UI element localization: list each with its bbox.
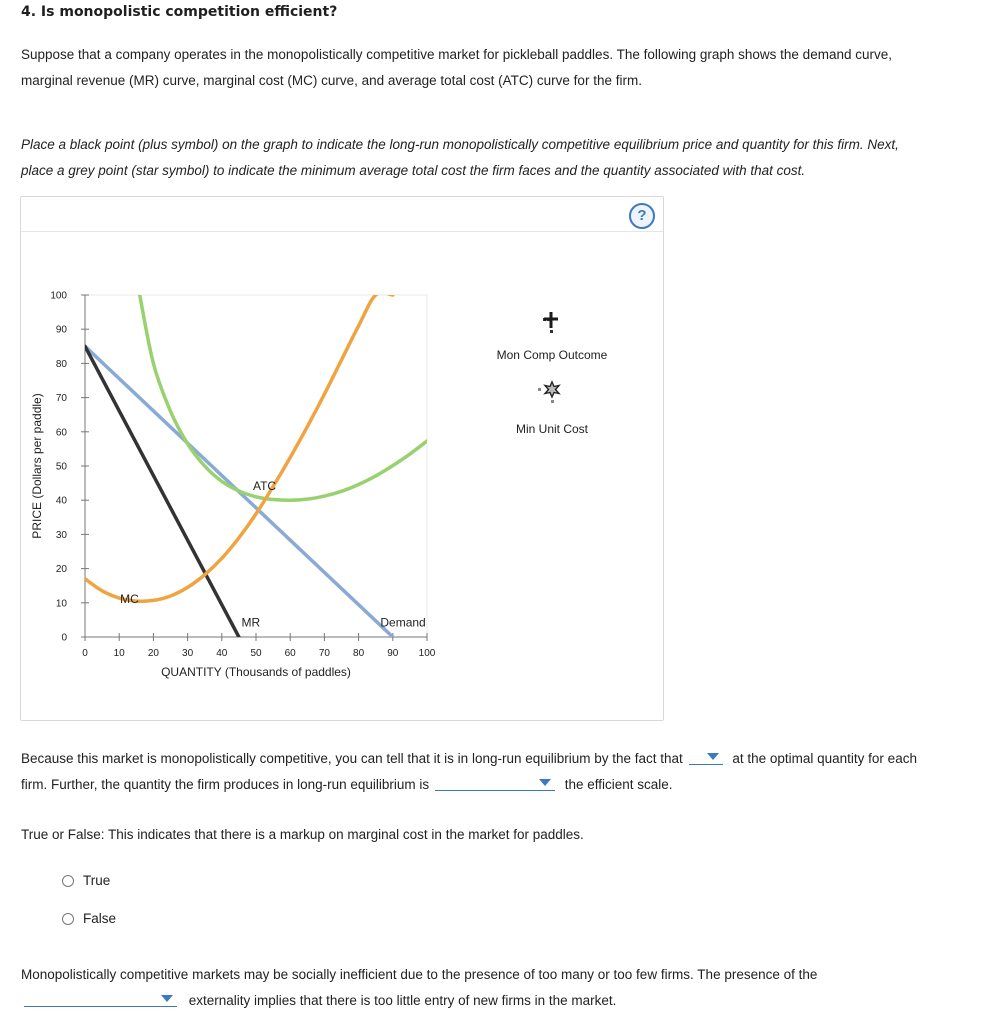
atc-label: ATC	[252, 478, 277, 493]
externality-dropdown[interactable]	[24, 992, 177, 1007]
y-tick-label: 70	[55, 393, 67, 405]
radio-true[interactable]	[62, 873, 110, 888]
plus-icon	[544, 312, 558, 328]
intro-line-1: Suppose that a company operates in the monopolistically competitive market for pickleball paddles. The following graph shows the demand curve,	[21, 47, 892, 62]
chevron-down-icon	[707, 753, 719, 760]
y-tick-label: 100	[50, 290, 67, 302]
mr-label: MR	[241, 615, 261, 630]
efficient-scale-dropdown[interactable]	[435, 776, 555, 791]
y-tick-label: 10	[55, 598, 67, 610]
q2-text-before: Because this market is monopolistically competitive, you can tell that it is in long-run equilibrium by the fact that	[21, 751, 683, 766]
y-tick-label: 80	[55, 358, 67, 370]
x-tick-label: 30	[182, 648, 194, 659]
x-tick-label: 60	[284, 648, 296, 659]
instruction-line-1: Place a black point (plus symbol) on the graph to indicate the long-run monopolistically competitive equilibrium price and quantity for this firm. Next,	[21, 137, 899, 152]
legend-min-cost-label: Min Unit Cost	[515, 422, 589, 436]
chevron-down-icon	[161, 995, 173, 1002]
legend-mon-comp-label: Mon Comp Outcome	[496, 348, 608, 362]
tool-dot	[538, 388, 541, 391]
x-tick-label: 70	[318, 648, 330, 659]
q4-line-2	[24, 988, 616, 1014]
radio-false-label: False	[83, 911, 117, 926]
x-axis-label: QUANTITY (Thousands of paddles)	[161, 665, 351, 679]
min-unit-cost-tool[interactable]	[538, 382, 559, 403]
chart-svg[interactable]	[21, 197, 663, 720]
x-tick-label: 50	[250, 648, 262, 659]
q3-prompt: True or False: This indicates that there is a markup on marginal cost in the market for paddles.	[21, 827, 584, 842]
x-tick-label: 80	[353, 648, 365, 659]
radio-circle[interactable]	[62, 875, 74, 887]
q2-line-2	[21, 772, 673, 798]
mc-curve	[85, 293, 393, 602]
chevron-down-icon	[539, 779, 551, 786]
star-icon	[545, 382, 559, 397]
grid-lines	[85, 295, 427, 637]
tool-dot	[551, 400, 554, 403]
mon-comp-outcome-tool[interactable]	[543, 312, 558, 333]
x-tick-label: 40	[216, 648, 228, 659]
plot-area-border	[85, 295, 427, 637]
q4-text-after: externality implies that there is too little entry of new firms in the market.	[188, 993, 617, 1008]
q4-line-1: Monopolistically competitive markets may be socially inefficient due to the presence of too many or too few firms. The presence of the	[21, 967, 818, 982]
y-tick-label: 60	[55, 427, 67, 439]
x-tick-label: 90	[387, 648, 399, 659]
y-tick-label: 0	[61, 632, 67, 644]
q2-text-before-2: firm. Further, the quantity the firm produces in long-run equilibrium is	[21, 777, 430, 792]
radio-true-label: True	[83, 873, 111, 888]
instruction-line-2: place a grey point (star symbol) to indicate the minimum average total cost the firm faces and the quantity associated with that cost.	[21, 163, 806, 178]
question-title: 4. Is monopolistic competition efficient?	[21, 4, 338, 20]
y-tick-label: 40	[55, 495, 67, 507]
x-tick-label: 10	[113, 648, 125, 659]
radio-circle[interactable]	[62, 913, 74, 925]
x-tick-label: 0	[82, 648, 88, 659]
y-tick-label: 90	[55, 324, 67, 336]
q2-text-after-2: the efficient scale.	[564, 777, 673, 792]
mc-label: MC	[120, 591, 139, 606]
intro-line-2: marginal revenue (MR) curve, marginal cost (MC) curve, and average total cost (ATC) curve for the firm.	[21, 73, 642, 88]
graph-panel	[20, 196, 664, 721]
y-tick-label: 20	[55, 564, 67, 576]
x-tick-label: 100	[418, 648, 436, 659]
radio-false[interactable]	[62, 911, 116, 926]
y-tick-label: 50	[55, 461, 67, 473]
q2-text-after: at the optimal quantity for each	[732, 751, 917, 766]
help-button[interactable]: ?	[629, 203, 655, 229]
x-tick-label: 20	[147, 648, 159, 659]
equilibrium-condition-dropdown[interactable]	[689, 750, 723, 765]
tool-dot	[550, 330, 553, 333]
q2-line-1	[21, 746, 917, 772]
demand-label: Demand	[380, 615, 426, 630]
y-axis-label: PRICE (Dollars per paddle)	[30, 393, 44, 539]
y-tick-label: 30	[55, 529, 67, 541]
curves	[85, 293, 427, 637]
